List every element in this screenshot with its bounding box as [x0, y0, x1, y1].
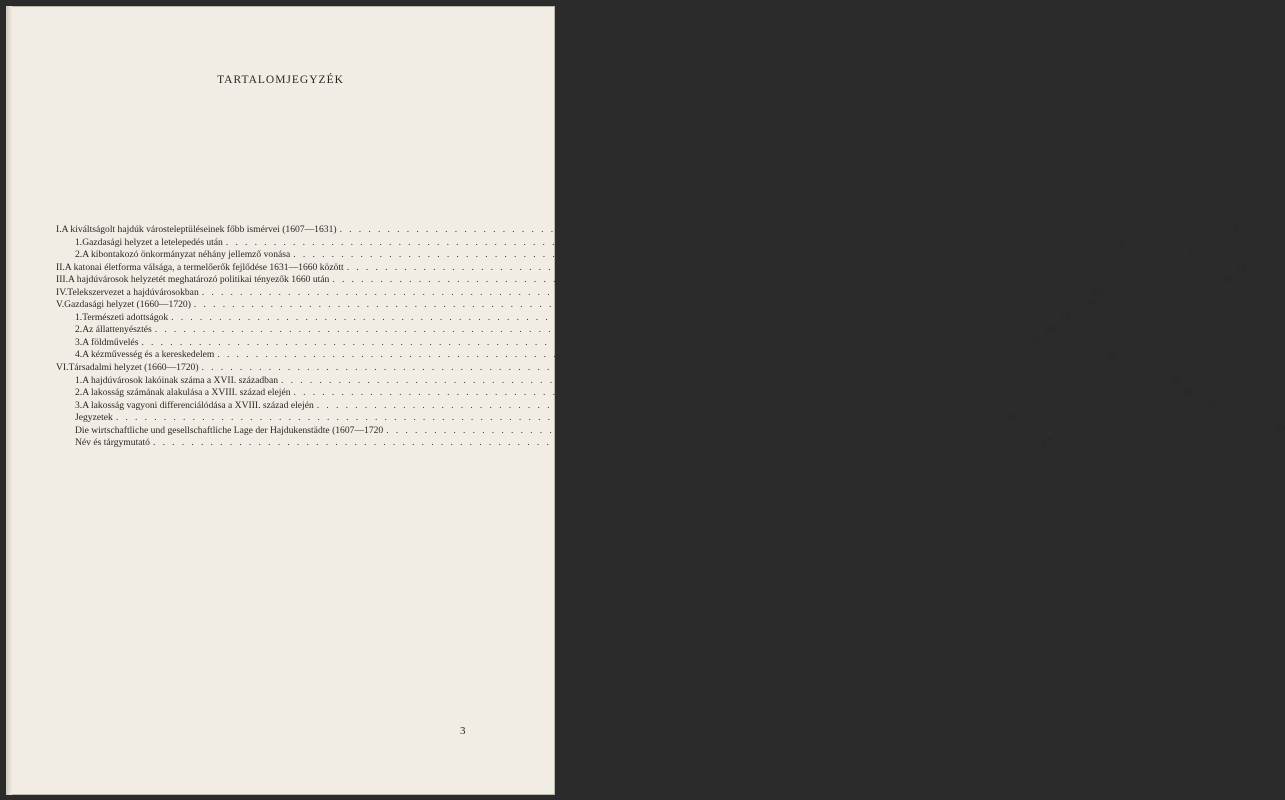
- toc-entry-label: Természeti adottságok: [82, 311, 169, 323]
- toc-entry-label: Jegyzetek: [75, 412, 113, 424]
- toc-leader-dots: [340, 224, 1218, 237]
- toc-leader-dots: [194, 299, 1072, 312]
- toc-entry-label: Die wirtschaftliche und gesellschaftliche Lage der Hajdukenstädte (1607—1720: [75, 424, 384, 436]
- toc-entry-number: 1.: [75, 311, 83, 323]
- toc-entry-page: 12: [1236, 261, 1246, 273]
- toc-entry-number: IV.: [56, 286, 68, 298]
- toc-entry-label: Az állattenyésztés: [82, 324, 152, 336]
- toc-entry-page: 43: [1091, 362, 1101, 374]
- toc-leader-dots: [116, 412, 994, 425]
- toc-leader-dots: [202, 287, 1080, 300]
- toc-entry-page: 30: [1044, 324, 1054, 336]
- toc-entry-label: Társadalmi helyzet (1660—1720): [68, 362, 199, 374]
- toc-entry-label: Név és tárgymutató: [75, 437, 150, 449]
- toc-entry-page: 44: [1183, 387, 1193, 399]
- toc-entry-label: A kézművesség és a kereskedelem: [82, 349, 215, 361]
- toc-entry-page: 5: [1233, 224, 1239, 235]
- toc-leader-dots: [293, 249, 1171, 262]
- toc-entry: [56, 336, 1041, 350]
- toc-entry-label: A hajdúvárosok lakóinak száma a XVII. században: [82, 374, 279, 386]
- toc-leader-dots: [281, 375, 1159, 388]
- toc-entry-number: VI.: [56, 362, 69, 374]
- toc-entry: [56, 437, 1053, 450]
- toc-entry: [56, 362, 1101, 375]
- toc-entry: [56, 274, 1232, 287]
- toc-leader-dots: [217, 349, 1095, 362]
- toc-entry-page: 7: [1187, 249, 1193, 261]
- toc-entry-label: Gazdasági helyzet a letelepedés után: [82, 236, 223, 248]
- toc-entry: [56, 261, 1246, 275]
- toc-entry-page: 29: [1060, 311, 1071, 323]
- toc-leader-dots: [171, 312, 1049, 325]
- toc-leader-dots: [155, 324, 1033, 337]
- toc-entry-number: III.: [56, 274, 68, 286]
- toc-entry-label: A lakosság számának alakulása a XVIII. század elején: [82, 387, 291, 399]
- toc-entry-label: A kibontakozó önkormányzat néhány jellemző vonása: [82, 249, 291, 261]
- toc-entry-number: V.: [56, 299, 65, 311]
- toc-entry-label: Telekszervezet a hajdúvárosokban: [67, 286, 199, 298]
- toc-entry-number: 3.: [75, 336, 83, 348]
- toc-entry-label: Gazdasági helyzet (1660—1720): [64, 299, 191, 311]
- toc-entry-page: 39: [1106, 349, 1117, 361]
- table-of-contents: [56, 224, 1285, 450]
- toc-entry: [56, 412, 1015, 425]
- toc-entry: [56, 249, 1193, 262]
- toc-entry-page: 62: [1275, 424, 1285, 436]
- toc-entry-page: 33: [1030, 336, 1041, 348]
- toc-entry: [56, 399, 1216, 413]
- toc-entry: [56, 311, 1071, 325]
- toc-entry-label: A kiváltságolt hajdúk városteleptüléseinek főbb ismérvei (1607—1631): [61, 224, 337, 235]
- toc-entry: [56, 324, 1054, 337]
- toc-entry: [56, 387, 1193, 400]
- toc-leader-dots: [317, 400, 1195, 413]
- toc-entry-label: A lakosság vagyoni differenciálódása a XVIII. század elején: [82, 399, 314, 411]
- toc-entry-label: A földművelés: [82, 336, 139, 348]
- toc-entry-label: A hajdúvárosok helyzetét meghatározó politikai tényezők 1660 után: [67, 274, 330, 286]
- toc-entry: [56, 374, 1181, 388]
- toc-leader-dots: [386, 425, 1264, 438]
- spine-shadow: [6, 6, 12, 795]
- toc-entry-number: 4.: [75, 349, 83, 361]
- toc-entry: [56, 286, 1101, 300]
- toc-entry-page: 43: [1170, 374, 1181, 386]
- toc-entry-number: 1.: [75, 236, 83, 248]
- toc-entry-page: 6: [1120, 236, 1125, 248]
- toc-leader-dots: [153, 437, 1031, 450]
- toc-leader-dots: [347, 262, 1225, 275]
- toc-entry-number: I.: [56, 224, 62, 235]
- page-title: TARTALOMJEGYZÉK: [217, 74, 344, 86]
- book-page: [6, 6, 1285, 795]
- toc-entry-page: 67: [1042, 437, 1053, 449]
- toc-entry-page: 18: [1221, 274, 1232, 286]
- toc-leader-dots: [202, 362, 1080, 375]
- toc-entry-page: 45: [1206, 399, 1216, 411]
- toc-leader-dots: [226, 237, 1104, 250]
- toc-entry-page: 21: [1091, 286, 1101, 298]
- toc-entry-number: 3.: [75, 399, 83, 411]
- toc-entry-number: 2.: [75, 324, 83, 336]
- toc-entry-page: 45: [1005, 412, 1015, 424]
- toc-entry-number: 1.: [75, 374, 83, 386]
- toc-leader-dots: [141, 337, 1019, 350]
- toc-entry-number: 2.: [75, 387, 83, 399]
- toc-entry: [56, 349, 1117, 362]
- toc-leader-dots: [332, 274, 1210, 287]
- toc-entry: [56, 224, 1239, 237]
- toc-entry-label: A katonai életforma válsága, a termelőerők fejlődése 1631—1660 között: [64, 261, 344, 273]
- toc-entry: [56, 299, 1094, 312]
- toc-leader-dots: [294, 387, 1172, 400]
- toc-entry-number: 2.: [75, 249, 83, 261]
- toc-entry-number: II.: [56, 261, 65, 273]
- page-number: 3: [460, 725, 466, 737]
- toc-entry: [56, 236, 1125, 250]
- toc-entry: [56, 424, 1285, 438]
- toc-entry-page: 29: [1083, 299, 1094, 311]
